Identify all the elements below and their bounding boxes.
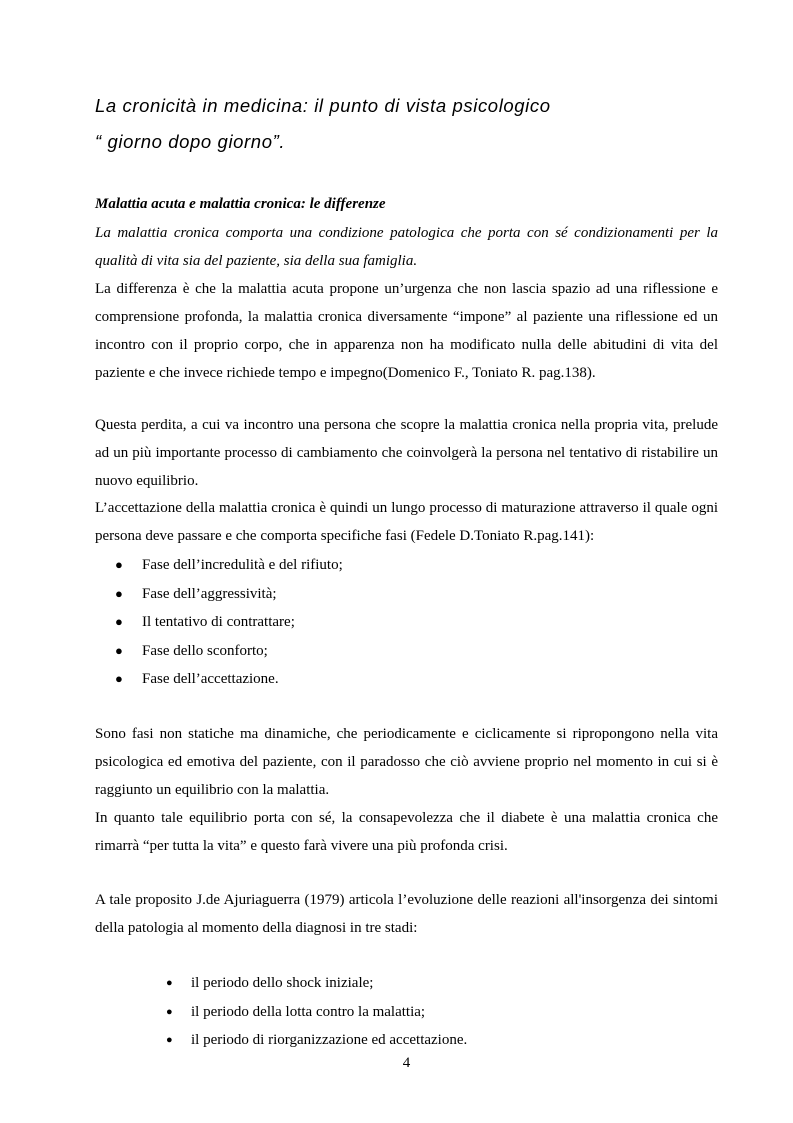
list-item-text: Fase dell’incredulità e del rifiuto; (142, 557, 343, 573)
list-item-text: il periodo dello shock iniziale; (191, 975, 374, 991)
page-number: 4 (402, 1055, 411, 1071)
list-item-text: Fase dello sconforto; (142, 642, 268, 659)
page-title: La cronicità in medicina: il punto di vista psicologico (95, 95, 551, 116)
paragraph-dynamic-phases: Sono fasi non statiche ma dinamiche, che periodicamente e ciclicamente si ripropongono nella vita psicologica ed emotiva del paziente, con il paradosso che ciò avviene proprio nel momento in cui si è raggiunto un equilibrio con la malattia. (95, 726, 718, 798)
bullet-icon: ● (115, 642, 123, 658)
bullet-icon: ● (166, 1034, 173, 1046)
bullet-icon: ● (166, 977, 173, 989)
paragraph-loss: Questa perdita, a cui va incontro una persona che scopre la malattia cronica nella propria vita, prelude ad un più importante processo di cambiamento che coinvolgerà la persona nel tentativo di ristabilire un nuovo equilibrio. (95, 417, 718, 489)
bullet-icon: ● (166, 1005, 173, 1018)
paragraph-ajuriaguerra: A tale proposito J.de Ajuriaguerra (1979) articola l’evoluzione delle reazioni all'insorgenza dei sintomi della patologia al momento della diagnosi in tre stadi: (95, 892, 718, 936)
bullet-icon: ● (115, 614, 123, 629)
paragraph-awareness: In quanto tale equilibrio porta con sé, la consapevolezza che il diabete è una malattia cronica che rimarrà “per tutta la vita” e questo farà vivere una più profonda crisi. (95, 810, 718, 854)
list-item-text: il periodo di riorganizzazione ed accettazione. (191, 1032, 468, 1048)
bullet-icon: ● (115, 585, 123, 601)
page-subtitle: “ giorno dopo giorno”. (95, 131, 286, 152)
list-item-text: Fase dell’aggressività; (142, 585, 277, 602)
paragraph-differences: La differenza è che la malattia acuta propone un’urgenza che non lascia spazio ad una riflessione e comprensione profonda, la malattia cronica diversamente “impone” al paziente una riflessione ed un incontro con il proprio corpo, che in apparenza non ha modificato nulla delle abitudini di vita del paziente e che invece richiede tempo e impegno(Domenico F., Toniato R. pag.138). (95, 281, 718, 381)
paragraph-acceptance: L’accettazione della malattia cronica è quindi un lungo processo di maturazione attraverso il quale ogni persona deve passare e che comporta specifiche fasi (Fedele D.Toniato R.pag.141): (95, 500, 718, 544)
list-item-text: Il tentativo di contrattare; (142, 614, 295, 630)
list-item-text: Fase dell’accettazione. (142, 671, 279, 687)
bullet-icon: ● (115, 557, 123, 572)
intro-paragraph: La malattia cronica comporta una condizione patologica che porta con sé condizionamenti per la qualità di vita sia del paziente, sia della sua famiglia. (95, 225, 718, 269)
bullet-icon: ● (115, 671, 123, 686)
section-heading: Malattia acuta e malattia cronica: le differenze (95, 196, 386, 212)
list-item-text: il periodo della lotta contro la malattia; (191, 1003, 426, 1020)
